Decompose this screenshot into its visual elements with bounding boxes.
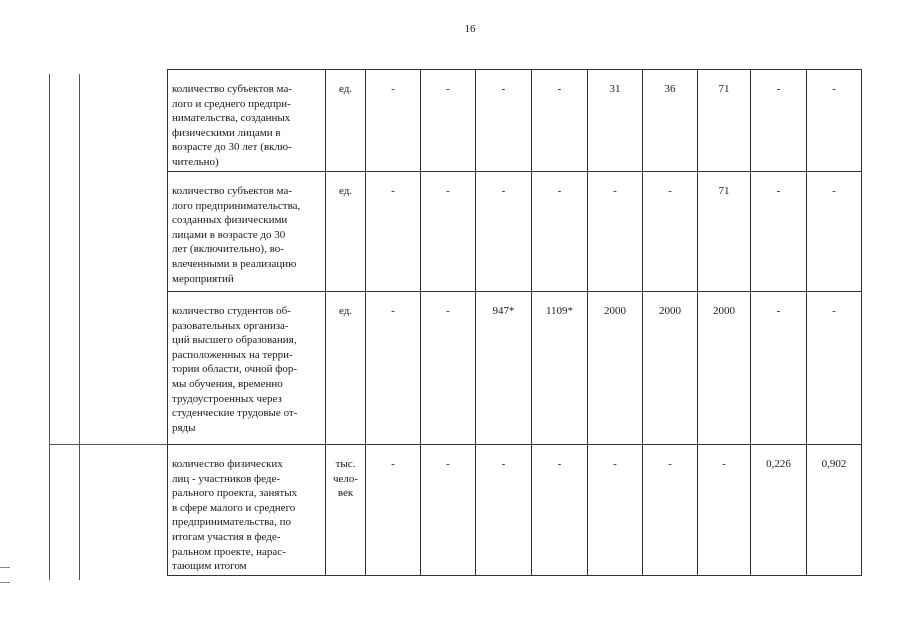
value-cell: 0,902 — [807, 445, 862, 576]
value-cell: 36 — [643, 70, 698, 172]
value-cell: - — [751, 292, 807, 445]
unit-cell: ед. — [326, 172, 366, 292]
value-cell: - — [807, 292, 862, 445]
description-line: мы обучения, временно — [172, 377, 283, 390]
value-cell: 71 — [698, 172, 751, 292]
description-line: предпринимательства, по — [172, 516, 291, 529]
table-row — [168, 445, 862, 576]
value-cell: 0,226 — [751, 445, 807, 576]
value-cell: - — [588, 445, 643, 576]
value-cell: - — [421, 292, 476, 445]
value-cell: 2000 — [588, 292, 643, 445]
unit-cell — [326, 445, 366, 576]
left-frame-line-inner — [79, 74, 80, 580]
unit-cell: ед. — [326, 292, 366, 445]
margin-tick-top — [0, 567, 10, 568]
value-cell: - — [807, 172, 862, 292]
description-line: возрасте до 30 лет (вклю- — [172, 141, 292, 154]
page-number: 16 — [464, 23, 476, 35]
table-row — [168, 70, 862, 172]
description-line: количество субъектов ма- — [172, 185, 292, 197]
indicator-description — [168, 445, 326, 576]
description-line: тории области, очной фор- — [172, 363, 298, 376]
value-cell: - — [532, 445, 588, 576]
table-row — [168, 292, 862, 445]
unit-line: век — [337, 487, 354, 500]
value-cell: - — [366, 70, 421, 172]
value-cell: - — [532, 70, 588, 172]
margin-tick-bottom — [0, 582, 10, 583]
description-line: лицами в возрасте до 30 — [172, 228, 286, 241]
section-divider-line — [49, 444, 168, 445]
description-line: студенческие трудовые от- — [172, 407, 298, 420]
value-cell: - — [421, 445, 476, 576]
description-line: лиц - участников феде- — [172, 472, 281, 485]
value-cell: - — [643, 445, 698, 576]
value-cell: - — [643, 172, 698, 292]
description-line: рального проекта, занятых — [172, 487, 298, 500]
description-line: расположенных на терри- — [172, 348, 293, 361]
value-cell: - — [421, 172, 476, 292]
value-cell: 1109* — [532, 292, 588, 445]
value-cell: 71 — [698, 70, 751, 172]
value-cell: - — [751, 70, 807, 172]
value-cell: - — [421, 70, 476, 172]
description-line: нимательства, созданных — [172, 112, 291, 125]
description-line: физическими лицами в — [172, 126, 281, 139]
description-line: созданных физическими — [172, 214, 288, 227]
description-line: чительно) — [172, 155, 219, 168]
description-line: количество субъектов ма- — [172, 83, 292, 95]
description-line: разовательных организа- — [172, 319, 289, 332]
value-cell: 31 — [588, 70, 643, 172]
value-cell: 947* — [476, 292, 532, 445]
left-frame-line-outer — [49, 74, 50, 580]
description-line: в сфере малого и среднего — [172, 501, 296, 514]
table-row — [168, 172, 862, 292]
description-line: лет (включительно), во- — [172, 243, 284, 256]
indicator-table — [167, 69, 862, 576]
description-line: мероприятий — [172, 272, 234, 285]
value-cell: - — [366, 172, 421, 292]
unit-cell: ед. — [326, 70, 366, 172]
description-line: ряды — [172, 421, 196, 434]
indicator-description — [168, 70, 326, 172]
description-line: лого и среднего предпри- — [172, 97, 291, 110]
value-cell: - — [476, 445, 532, 576]
indicator-description — [168, 172, 326, 292]
value-cell: - — [807, 70, 862, 172]
value-cell: - — [588, 172, 643, 292]
value-cell: - — [366, 292, 421, 445]
value-cell: - — [476, 70, 532, 172]
description-line: количество физических — [172, 458, 283, 470]
description-line: тающим итогом — [172, 560, 247, 573]
value-cell: - — [366, 445, 421, 576]
description-line: лого предпринимательства, — [172, 199, 301, 212]
indicator-description — [168, 292, 326, 445]
value-cell: - — [532, 172, 588, 292]
value-cell: 2000 — [643, 292, 698, 445]
unit-line: тыс. — [335, 458, 356, 470]
description-line: количество студентов об- — [172, 305, 291, 317]
description-line: ральном проекте, нарас- — [172, 545, 286, 558]
unit-line: чело- — [332, 472, 359, 485]
description-line: влеченными в реализацию — [172, 257, 297, 270]
description-line: трудоустроенных через — [172, 392, 282, 405]
description-line: ций высшего образования, — [172, 334, 297, 347]
value-cell: - — [698, 445, 751, 576]
value-cell: 2000 — [698, 292, 751, 445]
description-line: итогам участия в феде- — [172, 530, 281, 543]
value-cell: - — [751, 172, 807, 292]
value-cell: - — [476, 172, 532, 292]
